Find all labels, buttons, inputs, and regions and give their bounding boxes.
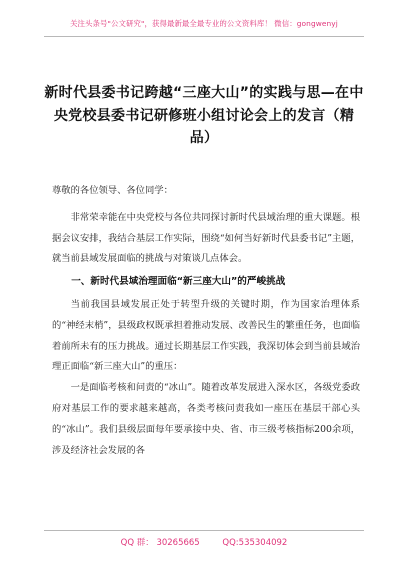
header-banner: 关注头条号"公文研究"，获得最新最全最专业的公文资料库！ 微信：gongwenyj xyxy=(44,14,364,37)
footer-qq-group: QQ 群： 30265665 xyxy=(120,538,200,548)
section-1-paragraph-1: 当前我国县域发展正处于转型升级的关键时期，作为国家治理体系的“神经末梢”，县级政权既承担着推动发展、改善民生的繁重任务，也面临着前所未有的压力挑战。通过长期基层工作实践，我深切体会到当前县域治理正面临“新三座大山”的重压： xyxy=(52,298,360,373)
footer-contact xyxy=(44,530,364,553)
salutation: 尊敬的各位领导、各位同学： xyxy=(52,185,173,196)
footer-qq: QQ:535304092 xyxy=(222,538,288,548)
document-title: 新时代县委书记跨越“三座大山”的实践与思—在中央党校县委书记研修班小组讨论会上的发言（精品） xyxy=(44,85,364,146)
section-heading-1: 一、新时代县域治理面临“新三座大山”的严峻挑战 xyxy=(71,276,286,288)
intro-paragraph: 非常荣幸能在中央党校与各位共同探讨新时代县域治理的重大课题。根据会议安排，我结合基层工作实际，围绕“如何当好新时代县委书记”主题，就当前县域发展面临的挑战与对策谈几点体会。 xyxy=(52,211,360,265)
section-1-paragraph-2: 一是面临考核和问责的“冰山”。随着改革发展进入深水区，各级党委政府对基层工作的要求越来越高，各类考核问责我如一座压在基层干部心头的“冰山”。我们县级层面每年要承接中央、省、市三级考核指标200余项，涉及经济社会发展的各 xyxy=(52,382,360,456)
document-body xyxy=(52,181,360,461)
